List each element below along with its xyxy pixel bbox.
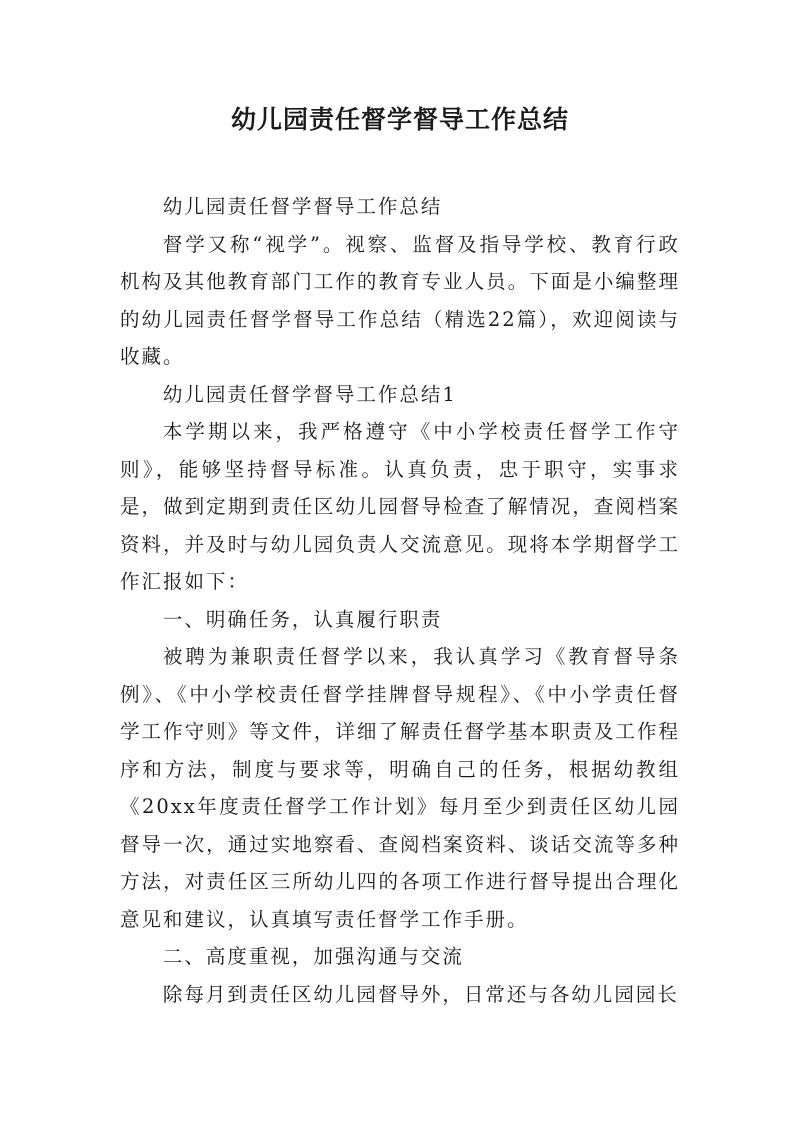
paragraph-body: 本学期以来，我严格遵守《中小学校责任督学工作守则》，能够坚持督导标准。认真负责，忠于职守，实事求是，做到定期到责任区幼儿园督导检查了解情况，查阅档案资料，并及时与幼儿园负责人交流意见。现将本学期督学工作汇报如下：: [120, 420, 680, 593]
paragraph-intro: 督学又称“视学”。视察、监督及指导学校、教育行政机构及其他教育部门工作的教育专业人员。下面是小编整理的幼儿园责任督学督导工作总结（精选22篇），欢迎阅读与收藏。: [120, 232, 680, 368]
document-title: 幼儿园责任督学督导工作总结: [230, 105, 569, 134]
paragraph-section-heading: 幼儿园责任督学督导工作总结1: [162, 382, 457, 406]
paragraph-body: 被聘为兼职责任督学以来，我认真学习《教育督导条例》、《中小学校责任督学挂牌督导规程》、《中小学责任督学工作守则》等文件，详细了解责任督学基本职责及工作程序和方法，制度与要求等，明确自己的任务，根据幼教组《20xx年度责任督学工作计划》每月至少到责任区幼儿园督导一次，通过实地察看、查阅档案资料、谈话交流等多种方法，对责任区三所幼儿四的各项工作进行督导提出合理化意见和建议，认真填写责任督学工作手册。: [120, 645, 680, 931]
paragraph-heading-one: 一、明确任务，认真履行职责: [162, 607, 443, 631]
paragraph-body: 除每月到责任区幼儿园督导外，日常还与各幼儿园园长: [162, 982, 679, 1006]
paragraph-subtitle: 幼儿园责任督学督导工作总结: [162, 195, 443, 218]
document-body: [120, 188, 680, 1013]
paragraph-heading-two: 二、高度重视，加强沟通与交流: [162, 945, 464, 968]
